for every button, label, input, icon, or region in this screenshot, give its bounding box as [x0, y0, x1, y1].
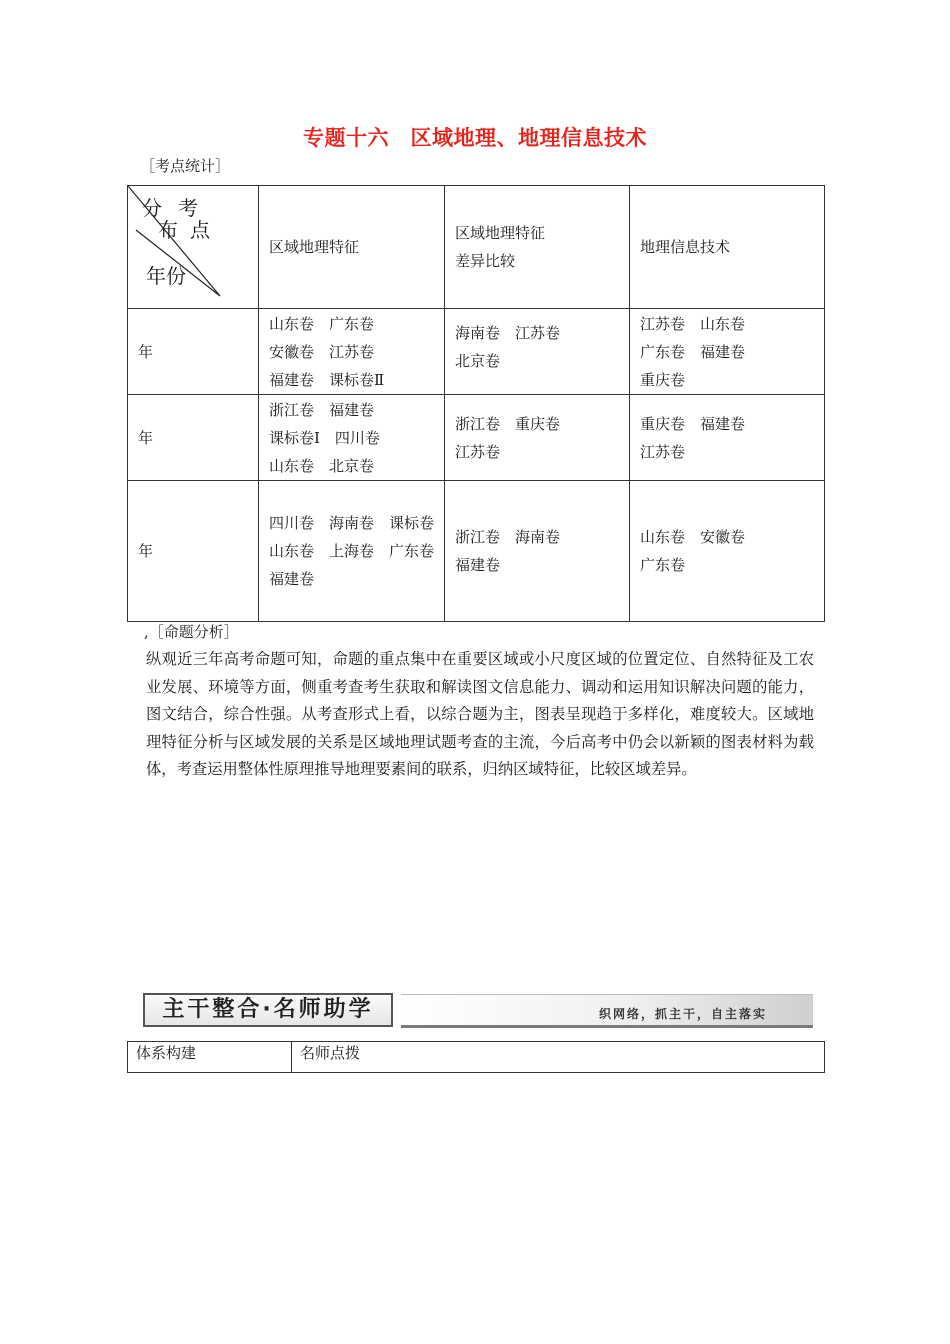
diagonal-header-cell [128, 186, 259, 309]
corner-label-dian: 点 [190, 218, 210, 242]
table-cell: 海南卷 江苏卷 北京卷 [445, 309, 630, 395]
teacher-tips-header: 名师点拨 [292, 1042, 825, 1073]
header-regional-features: 区域地理特征 [259, 186, 445, 309]
stats-section-label: ［考点统计］ [140, 157, 231, 175]
table-cell: 浙江卷 重庆卷 江苏卷 [445, 395, 630, 481]
year-cell: 年 [128, 395, 259, 481]
banner-slogan: 织网络，抓主干，自主落实 [598, 1007, 767, 1021]
corner-label-fen: 分 [142, 196, 162, 220]
table-cell: 浙江卷 福建卷 课标卷Ⅰ 四川卷 山东卷 北京卷 [259, 395, 445, 481]
table-row [128, 309, 825, 395]
table-row [128, 481, 825, 622]
banner-title: 主干整合·名师助学 [143, 993, 393, 1027]
table-cell: 重庆卷 福建卷 江苏卷 [630, 395, 825, 481]
system-build-header: 体系构建 [128, 1042, 292, 1073]
corner-label-bu: 布 [158, 218, 178, 242]
table-cell: 山东卷 广东卷 安徽卷 江苏卷 福建卷 课标卷Ⅱ [259, 309, 445, 395]
page-title: 专题十六 区域地理、地理信息技术 [303, 126, 647, 150]
section-banner [143, 993, 813, 1031]
header-regional-differences: 区域地理特征 差异比较 [445, 186, 630, 309]
system-table [127, 1041, 825, 1073]
exam-statistics-table [127, 185, 825, 622]
table-row [128, 395, 825, 481]
table-cell: 江苏卷 山东卷 广东卷 福建卷 重庆卷 [630, 309, 825, 395]
header-geo-info-tech: 地理信息技术 [630, 186, 825, 309]
corner-label-kao: 考 [178, 196, 198, 220]
table-cell: 四川卷 海南卷 课标卷 山东卷 上海卷 广东卷 福建卷 [259, 481, 445, 622]
table-cell: 浙江卷 海南卷 福建卷 [445, 481, 630, 622]
year-cell: 年 [128, 481, 259, 622]
analysis-section-label: ,［命题分析］ [144, 623, 239, 641]
year-cell: 年 [128, 309, 259, 395]
banner-bar [401, 994, 813, 1028]
corner-label-year: 年份 [146, 264, 186, 288]
table-cell: 山东卷 安徽卷 广东卷 [630, 481, 825, 622]
analysis-paragraph: 纵观近三年高考命题可知，命题的重点集中在重要区域或小尺度区域的位置定位、自然特征及工农业发展、环境等方面，侧重考查考生获取和解读图文信息能力、调动和运用知识解决问题的能力，图文结合，综合性强。从考查形式上看，以综合题为主，图表呈现趋于多样化，难度较大。区域地理特征分析与区域发展的关系是区域地理试题考查的主流，今后高考中仍会以新颖的图表材料为载体，考查运用整体性原理推导地理要素间的联系，归纳区域特征，比较区域差异。 [146, 650, 814, 778]
